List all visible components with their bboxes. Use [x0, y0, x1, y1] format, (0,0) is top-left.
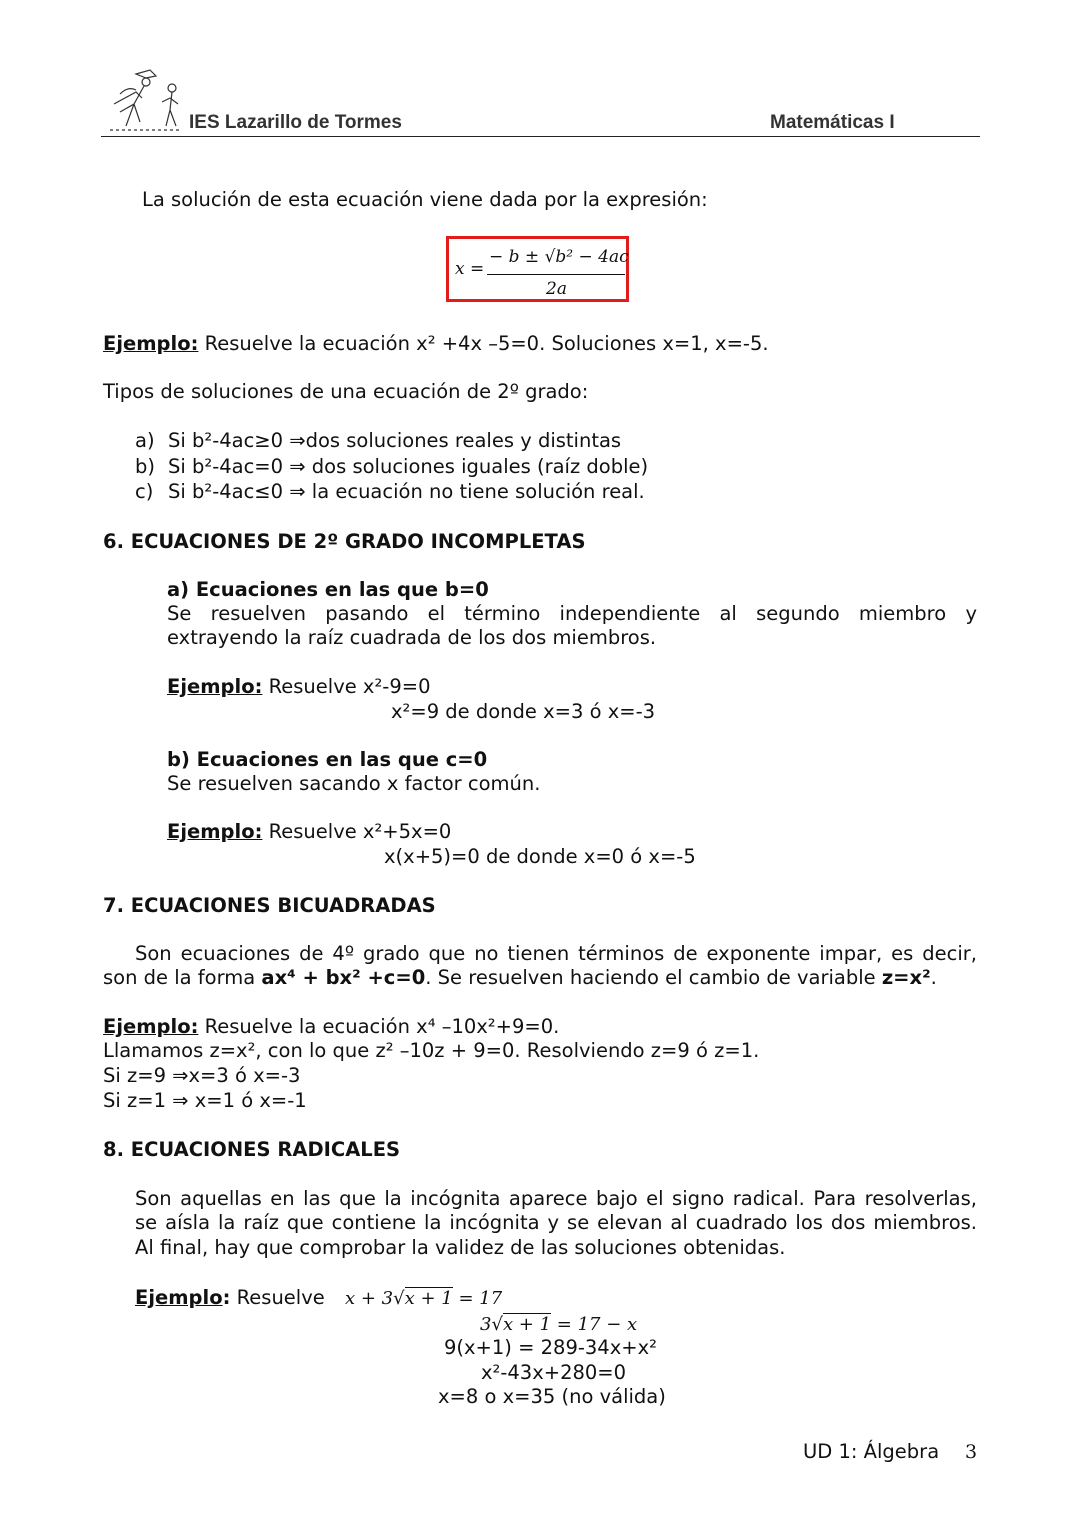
example-6a: [167, 675, 430, 699]
section-8-line1: Son aquellas en las que la incógnita aparece bajo el signo radical. Para resolverlas,: [135, 1187, 977, 1210]
example-8-step3: x=8 o x=35 (no válida): [438, 1385, 666, 1408]
formula-denominator: 2a: [546, 279, 567, 299]
subject-name: Matemáticas I: [770, 112, 895, 133]
radicand: x + 1: [502, 1314, 552, 1335]
types-item-b: Si b²-4ac=0 ⇒ dos soluciones iguales (raíz doble): [168, 455, 649, 478]
eq-part: x + 3: [345, 1288, 394, 1309]
types-title: Tipos de soluciones de una ecuación de 2º grado:: [103, 380, 589, 403]
example-text: Resuelve la ecuación x² +4x –5=0. Soluciones x=1, x=-5.: [204, 332, 769, 355]
header-rule: [101, 136, 980, 137]
example-7: [103, 1015, 559, 1039]
example-text: Resuelve: [236, 1286, 325, 1309]
section-7-line2: [103, 966, 937, 990]
example-label: Ejemplo: [135, 1286, 223, 1309]
section-8-line2: se aísla la raíz que contiene la incógnita y se elevan al cuadrado los dos miembros.: [135, 1211, 977, 1234]
types-item-c: Si b²-4ac≤0 ⇒ la ecuación no tiene solución real.: [168, 480, 645, 503]
section-6b-line1: Se resuelven sacando x factor común.: [167, 772, 541, 795]
variable-change: z=x²: [881, 966, 931, 989]
lazarillo-logo-icon: [106, 64, 186, 134]
example-1: [103, 332, 769, 356]
text-fragment: .: [930, 966, 937, 989]
example-8: [135, 1286, 325, 1310]
radical-equation-1: 3√x + 1 = 17 − x: [480, 1314, 638, 1335]
example-6a-result: x²=9 de donde x=3 ó x=-3: [391, 700, 656, 723]
footer-unit: UD 1: Álgebra: [803, 1440, 940, 1463]
formula-lhs: x =: [455, 259, 485, 279]
section-8-line3: Al final, hay que comprobar la validez de las soluciones obtenidas.: [135, 1236, 786, 1259]
example-label: Ejemplo:: [103, 1015, 199, 1038]
example-6b-result: x(x+5)=0 de donde x=0 ó x=-5: [384, 845, 696, 868]
types-marker-a: a): [135, 429, 155, 452]
radicand: x + 1: [404, 1288, 453, 1309]
quadratic-formula: [446, 236, 629, 302]
page-number: 3: [965, 1441, 978, 1463]
text-fragment: son de la forma: [103, 966, 262, 989]
example-text: Resuelve x²+5x=0: [268, 820, 452, 843]
example-7-line1: Llamamos z=x², con lo que z² –10z + 9=0. Resolviendo z=9 ó z=1.: [103, 1039, 760, 1062]
example-8-step1: 9(x+1) = 289-34x+x²: [444, 1336, 657, 1359]
eq-part: 3: [480, 1314, 492, 1335]
section-6a-line1: Se resuelven pasando el término independiente al segundo miembro y: [167, 602, 977, 625]
section-7-line1: Son ecuaciones de 4º grado que no tienen términos de exponente impar, es decir,: [135, 942, 977, 965]
example-7-line3: Si z=1 ⇒ x=1 ó x=-1: [103, 1089, 307, 1112]
example-text: Resuelve la ecuación x⁴ –10x²+9=0.: [204, 1015, 560, 1038]
eq-part: = 17 − x: [551, 1314, 638, 1335]
types-marker-c: c): [135, 480, 154, 503]
eq-part: = 17: [452, 1288, 503, 1309]
intro-text: La solución de esta ecuación viene dada por la expresión:: [142, 188, 708, 211]
school-logo: [106, 64, 186, 134]
section-8-title: 8. ECUACIONES RADICALES: [103, 1138, 401, 1161]
types-marker-b: b): [135, 455, 155, 478]
types-item-a: Si b²-4ac≥0 ⇒dos soluciones reales y distintas: [168, 429, 622, 452]
example-7-line2: Si z=9 ⇒x=3 ó x=-3: [103, 1064, 301, 1087]
formula-numerator: − b ± √b² − 4ac: [489, 247, 629, 267]
text-fragment: . Se resuelven haciendo el cambio de variable: [425, 966, 882, 989]
example-label: Ejemplo:: [167, 675, 263, 698]
radical-equation-0: x + 3√x + 1 = 17: [345, 1288, 503, 1309]
example-colon: :: [222, 1286, 231, 1309]
example-label: Ejemplo:: [167, 820, 263, 843]
section-6b-title: b) Ecuaciones en las que c=0: [167, 748, 488, 771]
example-8-step2: x²-43x+280=0: [481, 1361, 627, 1384]
bicuadrada-form: ax⁴ + bx² +c=0: [261, 966, 426, 989]
example-6b: [167, 820, 451, 844]
formula-fraction-bar: [487, 274, 625, 275]
section-6a-line2: extrayendo la raíz cuadrada de los dos miembros.: [167, 626, 657, 649]
section-7-title: 7. ECUACIONES BICUADRADAS: [103, 894, 436, 917]
school-name: IES Lazarillo de Tormes: [189, 112, 402, 133]
example-text: Resuelve x²-9=0: [268, 675, 431, 698]
example-label: Ejemplo:: [103, 332, 199, 355]
section-6a-title: a) Ecuaciones en las que b=0: [167, 578, 489, 601]
section-6-title: 6. ECUACIONES DE 2º GRADO INCOMPLETAS: [103, 530, 586, 553]
